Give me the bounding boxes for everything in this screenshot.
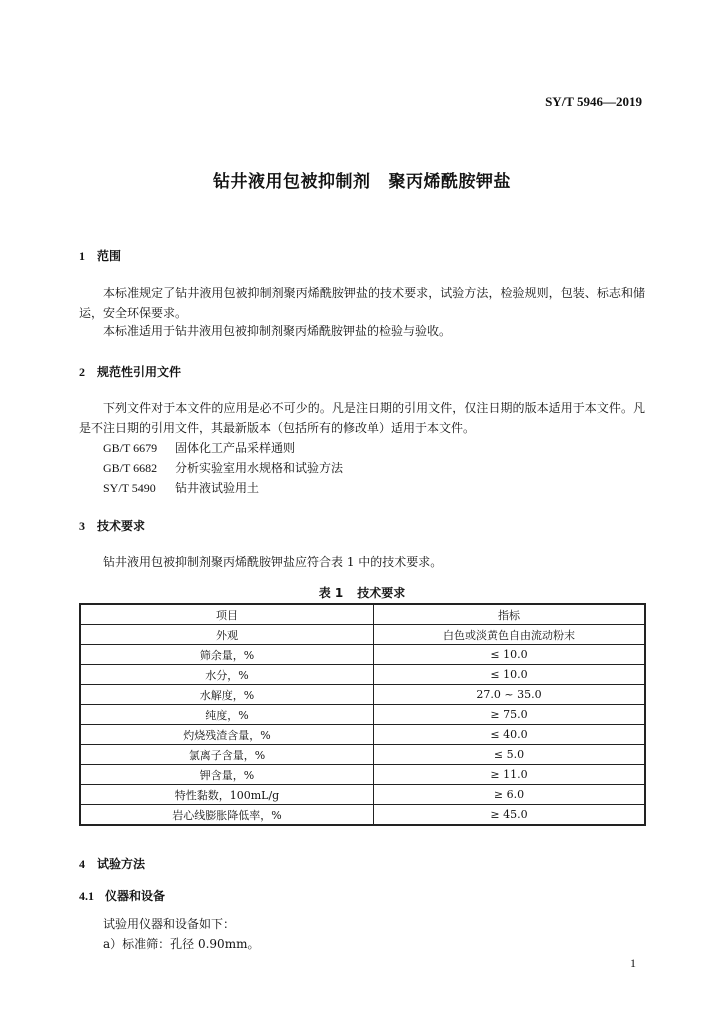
reference-title: 固体化工产品采样通则: [175, 441, 296, 455]
section-number: 1: [79, 249, 85, 263]
reference-code: GB/T 6679: [103, 441, 158, 455]
table-cell-value: ≥ 11.0: [374, 765, 646, 785]
table-cell-item: 外观: [80, 625, 374, 645]
reference-code: SY/T 5490: [103, 481, 156, 495]
section-2-heading: [79, 363, 181, 380]
section-title: 范围: [97, 249, 122, 263]
subsection-number: 4.1: [79, 889, 94, 903]
table-row: [80, 725, 645, 745]
table-cell-item: 纯度，%: [80, 705, 374, 725]
reference-item: [103, 438, 295, 458]
reference-title: 钻井液试验用土: [175, 481, 260, 495]
reference-item: [103, 478, 259, 498]
section-title: 规范性引用文件: [97, 365, 182, 379]
list-item-a: a）标准筛：孔径 0.90mm。: [103, 937, 260, 951]
table-header-cell: 项目: [80, 604, 374, 625]
table-row: [80, 805, 645, 826]
subsection-4-1-paragraph: 试验用仪器和设备如下：: [103, 917, 236, 931]
reference-code: GB/T 6682: [103, 461, 158, 475]
section-1-paragraph-2: 本标准适用于钻井液用包被抑制剂聚丙烯酰胺钾盐的检验与验收。: [103, 324, 452, 338]
table-caption-label: 表 1: [318, 586, 344, 600]
table-header-row: [80, 604, 645, 625]
table-cell-item: 岩心线膨胀降低率，%: [80, 805, 374, 826]
table-row: [80, 745, 645, 765]
technical-requirements-table: [79, 603, 646, 826]
document-title: [0, 167, 724, 192]
section-number: 4: [79, 857, 85, 871]
standard-number: SY/T 5946—2019: [545, 94, 642, 109]
subsection-title: 仪器和设备: [105, 889, 166, 903]
table-row: [80, 765, 645, 785]
subsection-4-1-heading: [79, 887, 165, 904]
table-row: [80, 685, 645, 705]
table-cell-value: ≤ 10.0: [374, 665, 646, 685]
table-row: [80, 705, 645, 725]
table-cell-item: 灼烧残渣含量，%: [80, 725, 374, 745]
table-cell-item: 氯离子含量，%: [80, 745, 374, 765]
section-number: 3: [79, 519, 85, 533]
section-2-paragraph-1: 下列文件对于本文件的应用是必不可少的。凡是注日期的引用文件，仅注日期的版本适用于本文件。凡是不注日期的引用文件，其最新版本（包括所有的修改单）适用于本文件。: [79, 401, 645, 435]
table-cell-value: 白色或淡黄色自由流动粉末: [374, 625, 646, 645]
table-cell-value: ≤ 5.0: [374, 745, 646, 765]
table-cell-item: 特性黏数，100mL/g: [80, 785, 374, 805]
table-caption-title: 技术要求: [357, 586, 406, 600]
table-cell-item: 钾含量，%: [80, 765, 374, 785]
reference-item: [103, 458, 343, 478]
table-cell-value: ≥ 6.0: [374, 785, 646, 805]
section-4-heading: [79, 855, 145, 872]
section-number: 2: [79, 365, 85, 379]
table-row: [80, 625, 645, 645]
table-cell-value: 27.0 ~ 35.0: [374, 685, 646, 705]
title-part-1: 钻井液用包被抑制剂: [213, 172, 371, 192]
table-cell-value: ≤ 10.0: [374, 645, 646, 665]
section-3-heading: [79, 517, 145, 534]
table-row: [80, 665, 645, 685]
page-number: 1: [630, 956, 636, 970]
table-cell-value: ≤ 40.0: [374, 725, 646, 745]
section-3-paragraph-1: 钻井液用包被抑制剂聚丙烯酰胺钾盐应符合表 1 中的技术要求。: [103, 555, 443, 569]
table-cell-value: ≥ 45.0: [374, 805, 646, 826]
section-1-paragraph-1: 本标准规定了钻井液用包被抑制剂聚丙烯酰胺钾盐的技术要求，试验方法，检验规则，包装、标志和储运，安全环保要求。: [79, 286, 645, 320]
table-row: [80, 785, 645, 805]
table-row: [80, 645, 645, 665]
table-header-cell: 指标: [374, 604, 646, 625]
table-cell-item: 水分，%: [80, 665, 374, 685]
table-cell-value: ≥ 75.0: [374, 705, 646, 725]
section-1-heading: [79, 247, 121, 264]
table-caption: [0, 584, 724, 601]
table-cell-item: 筛余量，%: [80, 645, 374, 665]
section-title: 技术要求: [97, 519, 146, 533]
reference-title: 分析实验室用水规格和试验方法: [175, 461, 344, 475]
section-title: 试验方法: [97, 857, 146, 871]
table-cell-item: 水解度，%: [80, 685, 374, 705]
title-part-2: 聚丙烯酰胺钾盐: [388, 172, 511, 192]
